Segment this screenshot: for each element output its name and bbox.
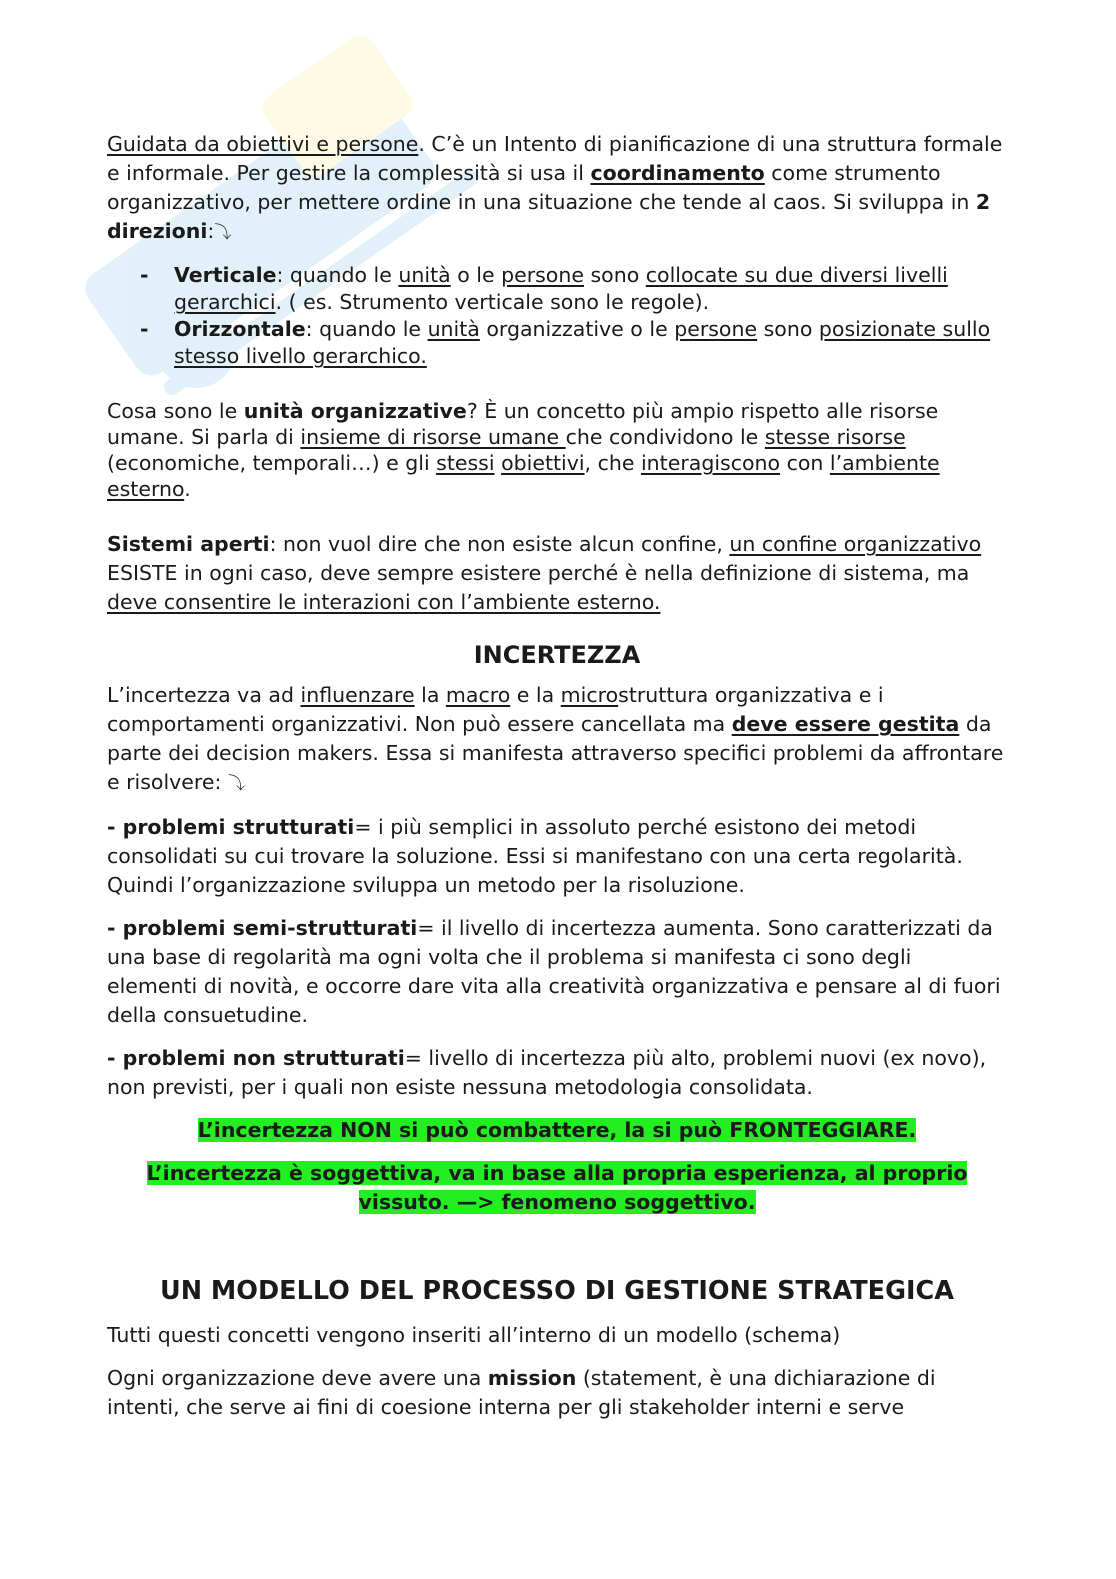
section-heading-incertezza: INCERTEZZA <box>473 641 641 669</box>
text-span: Cosa sono le <box>107 399 244 423</box>
underlined-text: Guidata da obiettivi e persone <box>107 132 419 156</box>
paragraph-unita-organizzative <box>107 398 1007 502</box>
highlighted-statement <box>107 1116 1007 1145</box>
bullet-dash: - <box>140 317 149 341</box>
paragraph-mission <box>107 1364 1007 1422</box>
underlined-text: persone <box>674 317 758 341</box>
paragraph-sistemi-aperti <box>107 530 1007 617</box>
underlined-text: deve consentire le interazioni con l’ambiente esterno. <box>107 590 661 614</box>
underlined-text: l’ambiente esterno <box>107 451 940 501</box>
text-span: ? È un concetto più ampio rispetto alle risorse umane. Si parla di <box>107 399 939 449</box>
underlined-text: interagiscono <box>640 451 781 475</box>
text-span: sono <box>583 263 646 287</box>
text-span: e la <box>510 683 561 707</box>
text-span: . C’è un Intento di pianificazione di una struttura formale e informale. Per gestire la complessità si usa il <box>107 132 1003 185</box>
bullet-dash: - <box>140 263 149 287</box>
underlined-text: micro <box>560 683 619 707</box>
bold-text: Orizzontale <box>174 317 306 341</box>
list-item <box>107 316 1007 370</box>
text-span: sono <box>757 317 819 341</box>
text-span: . ( es. Strumento verticale sono le regole). <box>275 290 710 314</box>
directions-list <box>107 262 1007 370</box>
text-span: (statement, è una dichiarazione di intenti, che serve ai fini di coesione interna per gli stakeholder interni e serve <box>107 1366 936 1419</box>
text-span: = i più semplici in assoluto perché esistono dei metodi consolidati su cui trovare la soluzione. Essi si manifestano con una certa regolarità. Quindi l’organizzazione sviluppa un metodo per la risoluzione. <box>107 815 963 897</box>
underlined-text: un confine organizzativo <box>729 532 982 556</box>
section-heading-modello: UN MODELLO DEL PROCESSO DI GESTIONE STRATEGICA <box>160 1276 954 1306</box>
text-span: = livello di incertezza più alto, problemi nuovi (ex novo), non previsti, per i quali non esiste nessuna metodologia consolidata. <box>107 1046 987 1099</box>
text-span: come strumento organizzativo, per mettere ordine in una situazione che tende al caos. Si sviluppa in <box>107 161 976 214</box>
underlined-text: persone <box>501 263 584 287</box>
text-span: la <box>414 683 446 707</box>
text-span: o le <box>450 263 502 287</box>
paragraph-problemi-strutturati <box>107 813 1007 900</box>
arrow-down-right-icon: ⤵ <box>227 774 245 794</box>
text-span: che condividono le <box>565 425 765 449</box>
highlighted-text: L’incertezza è soggettiva, va in base alla propria esperienza, al proprio vissuto. —> fenomeno soggettivo. <box>146 1161 968 1214</box>
text-span: . <box>184 477 191 501</box>
text-span: (economiche, temporali…) e gli <box>107 451 437 475</box>
text-span: : quando le <box>276 263 399 287</box>
bold-text: Sistemi aperti <box>107 532 270 556</box>
text-span: , che <box>584 451 641 475</box>
text-span: : quando le <box>305 317 428 341</box>
text-span: Ogni organizzazione deve avere una <box>107 1366 488 1390</box>
text-span: ESISTE in ogni caso, deve sempre esistere perché è nella definizione di sistema, ma <box>107 561 970 585</box>
paragraph-intro <box>107 130 1007 248</box>
bold-text: 2 direzioni <box>107 190 991 243</box>
underlined-text: influenzare <box>300 683 415 707</box>
paragraph-problemi-non-strutturati <box>107 1044 1007 1102</box>
paragraph-incertezza <box>107 681 1007 799</box>
paragraph-modello: Tutti questi concetti vengono inseriti all’interno di un modello (schema) <box>107 1323 841 1347</box>
underlined-text: stesse risorse <box>764 425 906 449</box>
bold-text: - problemi non strutturati <box>107 1046 405 1070</box>
text-span: : non vuol dire che non esiste alcun confine, <box>269 532 730 556</box>
paragraph-problemi-semi-strutturati <box>107 914 1007 1030</box>
text-span: organizzative o le <box>479 317 675 341</box>
highlighted-statement <box>107 1159 1007 1217</box>
underlined-text: macro <box>445 683 511 707</box>
underlined-text: insieme di risorse umane <box>300 425 566 449</box>
bold-underlined-text: deve essere gestita <box>731 712 960 736</box>
bold-text: unità organizzative <box>243 399 467 423</box>
text-span: : <box>207 219 215 243</box>
underlined-text: unità <box>398 263 451 287</box>
bold-text: - problemi semi-strutturati <box>107 916 418 940</box>
highlighted-text: L’incertezza NON si può combattere, la si può FRONTEGGIARE. <box>197 1118 917 1142</box>
text-span: struttura organizzativa e i comportamenti organizzativi. Non può essere cancellata ma <box>107 683 884 736</box>
underlined-text: unità <box>427 317 480 341</box>
bold-text: Verticale <box>174 263 277 287</box>
text-span: da parte dei decision makers. Essa si manifesta attraverso specifici problemi da affrontare e risolvere: <box>107 712 1004 794</box>
underlined-text: posizionate sullo stesso livello gerarchico. <box>174 317 991 368</box>
bold-text: mission <box>487 1366 577 1390</box>
underlined-text: stessi <box>436 451 495 475</box>
bold-text: - problemi strutturati <box>107 815 355 839</box>
bold-underlined-text: coordinamento <box>590 161 765 185</box>
text-span: = il livello di incertezza aumenta. Sono caratterizzati da una base di regolarità ma ogni volta che il problema si manifesta ci sono degli elementi di novità, e occorre dare vita alla creatività organizzativa e pensare al di fuori della consuetudine. <box>107 916 1001 1027</box>
underlined-text: obiettivi <box>501 451 585 475</box>
text-span: L’incertezza va ad <box>107 683 301 707</box>
arrow-down-right-icon: ⤵ <box>214 223 232 243</box>
text-span: con <box>780 451 830 475</box>
underlined-text: collocate su due diversi livelli gerarchici <box>174 263 948 314</box>
document-page <box>107 130 1007 1422</box>
list-item <box>107 262 1007 316</box>
